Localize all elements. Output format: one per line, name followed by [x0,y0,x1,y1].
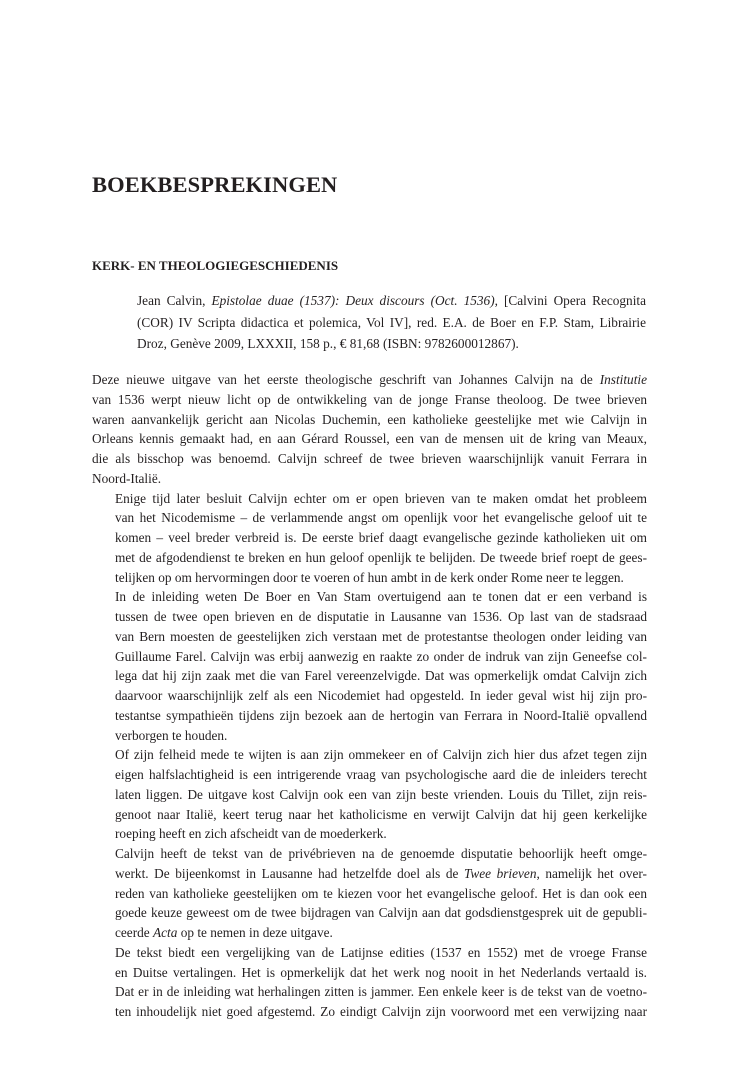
text-line: met de afgodendienst te breken en hun geloof openlijk te belijden. De tweede brief roept de gees- [115,549,647,565]
text-line: ten inhoudelijk niet goed afgestemd. Zo eindigt Calvijn zijn voorwoord met een verwijzing naar [115,1004,647,1019]
body-paragraph [92,844,647,943]
text-line: Guillaume Farel. Calvijn was erbij aanwezig en raakte zo onder de indruk van zijn Geneefse col- [115,648,647,664]
text-line: waren aanvankelijk gericht aan Nicolas Duchemin, een katholieke geestelijke met wie Calvijn in [92,411,647,427]
text-line: De tekst biedt een vergelijking van de Latijnse edities (1537 en 1552) met de vroege Franse [115,944,647,960]
italic-title: Acta [153,925,178,940]
text-line: Orleans kennis gemaakt had, en aan Gérard Roussel, een van de mensen uit de kring van Meaux, [92,431,647,447]
text-line: daarvoor waarschijnlijk zelf als een Nicodemiet had opgesteld. In ieder geval wist hij zijn pro- [115,688,647,703]
citation-title: Epistolae duae (1537): Deux discours (Oct. 1536) [211,293,495,308]
text-line: werkt. De bijeenkomst in Lausanne had hetzelfde doel als de Twee brieven, namelijk het over- [115,865,647,881]
body-paragraph [92,370,647,489]
text-line: Enige tijd later besluit Calvijn echter om er open brieven van te maken omdat het probleem [115,490,647,506]
section-heading: KERK- EN THEOLOGIEGESCHIEDENIS [92,258,339,273]
text-line: telijken op om hervormingen door te voeren of hun ambt in de kerk onder Rome neer te leggen. [115,569,624,585]
book-citation [137,290,646,355]
text-line: verborgen te houden. [115,727,228,743]
body-paragraph [92,745,647,844]
text-line: ceerde Acta op te nemen in deze uitgave. [115,925,333,940]
text-line: die als bisschop was benoemd. Calvijn schreef de twee brieven waarschijnlijk vanuit Ferrara in [92,451,647,466]
text-line: goede keuze geweest om de twee bijdragen van Calvijn aan dat godsdienstgesprek uit de gepubli- [115,905,647,921]
text-line: van Bern moesten de geestelijken zich verstaan met de protestantse theologen onder leiding van [115,628,647,644]
text-line: Of zijn felheid mede te wijten is aan zijn ommekeer en of Calvijn zich hier dus afzet tegen zijn [115,747,647,763]
text-line: lega dat hij zijn zaak met die van Farel vereenzelvigde. Dat was opmerkelijk omdat Calvijn zich [115,668,647,684]
review-body [92,370,647,1022]
body-paragraph [92,587,647,745]
text-line: Noord-Italië. [92,470,162,486]
text-line: Dat er in de inleiding wat herhalingen zitten is jammer. Een enkele keer is de tekst van de voetno- [115,984,647,1000]
text-line: reden van katholieke geestelijken om te kiezen voor het evangelische geloof. Het is dan ook een [115,885,647,901]
text-line: en Duitse vertalingen. Het is opmerkelijk dat het werk nog nooit in het Nederlands vertaald is. [115,964,647,980]
body-paragraph [92,489,647,588]
text-line: Deze nieuwe uitgave van het eerste theologische geschrift van Johannes Calvijn na de Institutie [92,372,647,387]
page-title: BOEKBESPREKINGEN [92,172,338,197]
text-line: genoot naar Italië, keert terug naar het katholicisme en verwijt Calvijn dat hij geen kerkelijke [115,806,647,822]
citation-details: , [Calvini Opera Recognita (COR) IV Scripta didactica et polemica, Vol IV], red. E.A. de Boer en F.P. Stam, Librairie Droz, Genève 2009, LXXXII, 158 p., € 81,68 (ISBN: 9782600012867). [137,293,646,351]
italic-title: Twee brieven [463,865,537,881]
text-line: laten liggen. De uitgave kost Calvijn ook een van zijn beste vrienden. Louis du Tillet, zijn reis- [115,786,647,802]
text-line: In de inleiding weten De Boer en Van Stam overtuigend aan te tonen dat er een verband is [115,589,647,605]
text-line: eigen halfslachtigheid is een intrigerende vraag van psychologische aard die de inleiders terecht [115,767,647,782]
text-line: Calvijn heeft de tekst van de privébrieven na de genoemde disputatie behoorlijk heeft omge- [115,846,647,861]
text-line: van 1536 werpt nieuw licht op de ontwikkeling van de jonge Franse theoloog. De twee brieven [92,391,647,407]
body-paragraph [92,943,647,1022]
text-line: komen – veel breder verbreid is. De eerste brief daagt evangelische gezinde katholieken uit om [115,530,647,545]
text-line: van het Nicodemisme – de verlammende angst om openlijk voor het evangelische geloof uit te [115,510,647,526]
italic-title: Institutie [599,372,647,387]
text-line: testantse sympathieën tijdens zijn bezoek aan de hertogin van Ferrara in Noord-Italië opvallend [115,707,647,723]
text-line: roeping heeft en zich afscheidt van de moederkerk. [115,826,387,842]
citation-author: Jean Calvin, [137,293,212,308]
text-line: tussen de twee open brieven en de disputatie in Lausanne van 1536. Op last van de stadsraad [115,609,647,624]
